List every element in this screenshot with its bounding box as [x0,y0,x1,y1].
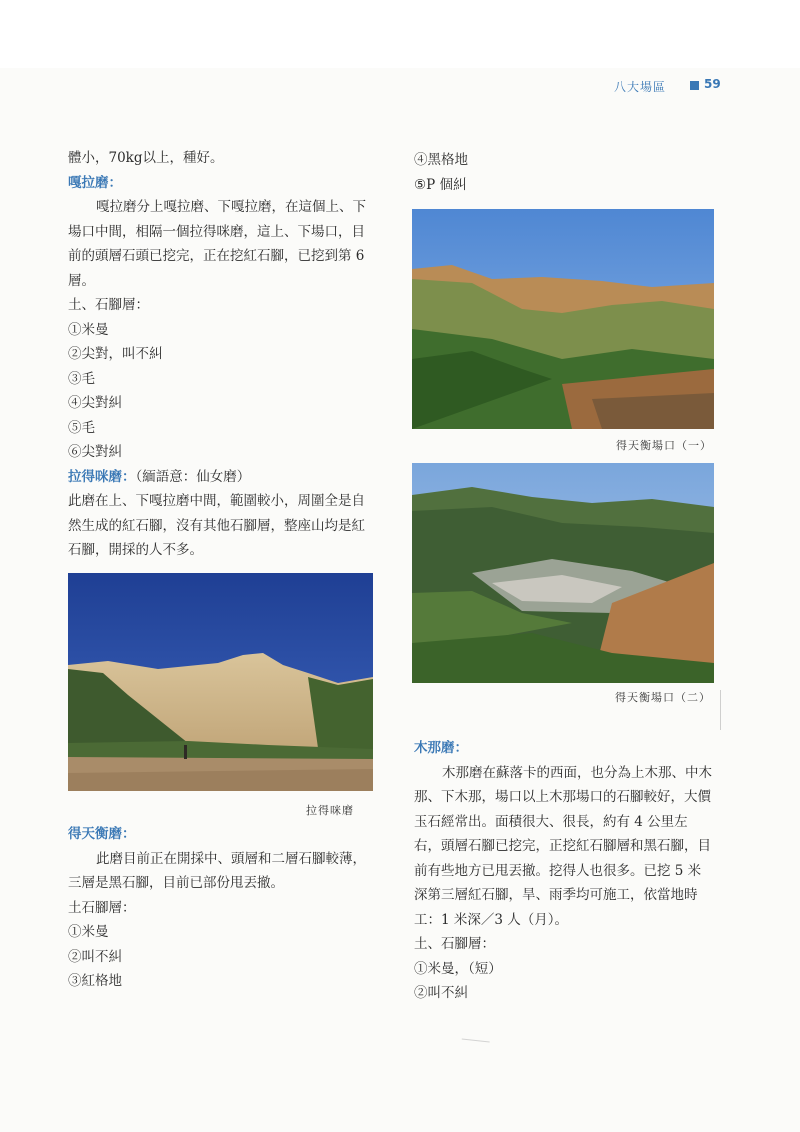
layer-item: ②叫不糾 [68,948,122,965]
section-title: 八大場區 [614,80,667,94]
ladeimi-mine-photo [68,573,373,791]
galamo-body: 嘎拉磨分上嘎拉磨、下嘎拉磨，在這個上、下場口中間，相隔一個拉得咪磨，這上、下場口，目前的頭層石頭已挖完，正在挖紅石腳，已挖到第 6 層。 [68,199,366,289]
galamo-layer-title: 土、石腳層： [68,297,149,313]
detianheng-layer-title: 土石腳層： [68,899,136,916]
munamo-heading: 木那磨： [414,740,468,756]
layer-item: ⑤毛 [68,419,95,436]
square-marker-icon [690,81,699,90]
scan-edge-mark [720,690,721,730]
photo-ladeimi [68,573,373,791]
right-column-bottom [414,736,714,1006]
left-column-bottom [68,822,378,994]
layer-item: ④黑格地 [414,152,468,168]
detianheng-heading: 得天衡磨： [68,826,136,842]
munamo-body: 木那磨在蘇落卡的西面，也分為上木那、中木那、下木那，場口以上木那場口的石腳較好，大價玉石經常出。面積很大、很長，約有 4 公里左右，頭層石腳已挖完，正挖紅石腳層和黑石腳，目前有些地方已甩丟撤。挖得人也很多。已挖 5 米深第三層紅石腳，旱、雨季均可施工，依當地時工：1 米深／3 人（月）。 [414,764,712,928]
page-number: 59 [704,77,721,91]
layer-item: ⑤P 個糾 [414,176,467,193]
ladeimi-heading: 拉得咪磨： [68,468,136,485]
layer-item: ③紅格地 [68,973,122,989]
ladeimi-body: 此磨在上、下嘎拉磨中間，範圍較小，周圍全是自然生成的紅石腳，沒有其他石腳層，整座山均是紅石腳，開採的人不多。 [68,493,365,558]
caption-detianheng-1: 得天衡場口（一） [616,439,712,452]
layer-item: ④尖對糾 [68,395,122,411]
detianheng-mine-photo-2 [412,463,714,683]
ladeimi-note: （緬語意：仙女磨） [135,468,251,485]
layer-item: ①米曼，（短） [414,960,502,977]
left-column-top [68,146,378,563]
caption-detianheng-2: 得天衡場口（二） [615,691,711,704]
layer-item: ①米曼 [68,321,109,338]
detianheng-body: 此磨目前正在開採中、頭層和二層石腳較薄，三層是黑石腳，目前已部份甩丟撤。 [68,850,366,891]
layer-item: ②尖對，叫不糾 [68,346,163,362]
munamo-layer-title: 土、石腳層： [414,936,495,952]
page-header [598,78,778,96]
photo-detianheng-1 [412,209,714,429]
caption-ladeimi: 拉得咪磨 [306,804,354,817]
right-column-top [414,148,714,197]
photo-detianheng-2 [412,463,714,683]
layer-item: ⑥尖對糾 [68,444,122,460]
detianheng-mine-photo-1 [412,209,714,429]
galamo-heading: 嘎拉磨： [68,174,122,191]
layer-item: ①米曼 [68,924,109,940]
layer-item: ②叫不糾 [414,985,468,1001]
continuation-text: 體小，70kg以上，種好。 [68,150,224,166]
layer-item: ③毛 [68,370,95,387]
